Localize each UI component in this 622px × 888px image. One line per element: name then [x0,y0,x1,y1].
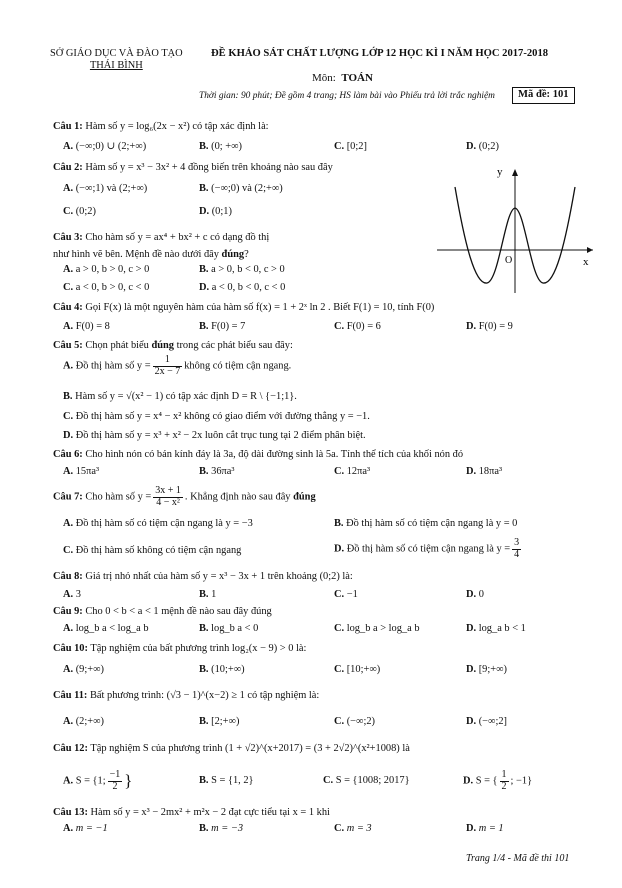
origin-label: O [505,255,513,266]
question-12: Câu 12: Tập nghiệm S của phương trình (1 + √2)^(x+2017) = (3 + 2√2)^(x²+1008) là [53,743,410,754]
option-b: B. F(0) = 7 [199,321,246,332]
question-3: Câu 3: Cho hàm số y = ax⁴ + bx² + c có dạng đồ thị [53,232,270,243]
exam-title: ĐỀ KHẢO SÁT CHẤT LƯỢNG LỚP 12 HỌC KÌ I NĂM HỌC 2017-2018 [211,48,549,59]
option-a: A. log_b a < log_a b [63,623,149,634]
option-c: C. [10;+∞) [334,664,381,675]
option-d: D. Đồ thị hàm số y = x³ + x² − 2x luôn cắt trục tung tại 2 điểm phân biệt. [63,430,366,441]
option-c: C. 12πa³ [334,466,371,477]
option-a: A. a > 0, b > 0, c > 0 [63,264,150,275]
fraction: $\frac{-1}{2}$ [109,769,121,792]
x-axis-label: x [583,256,589,268]
option-d: D. F(0) = 9 [466,321,513,332]
fraction: $\frac{3x + 1}{\text{4 − x²}}$ [155,485,181,508]
option-a: A. F(0) = 8 [63,321,110,332]
school-header [50,48,183,73]
exam-instructions: Thời gian: 90 phút; Đề gồm 4 trang; HS làm bài vào Phiếu trả lời trắc nghiệm [199,91,495,101]
option-d: D. [9;+∞) [466,664,507,675]
question-1 [53,121,269,133]
option-d: D. S = { $\frac{1}{2}$ ; −1} [463,769,533,792]
option-c: C. log_b a > log_a b [334,623,420,634]
question-3-line-2: như hình vẽ bên. Mệnh đề nào dưới đây đúng? [53,249,249,260]
question-label: Câu 1: [53,121,83,132]
option-c: C. F(0) = 6 [334,321,381,332]
option-b: B. S = {1, 2} [199,775,254,786]
page-footer: Trang 1/4 - Mã đề thi 101 [466,853,570,864]
option-c: C. −1 [334,589,358,600]
option-b: B. Đồ thị hàm số có tiệm cận ngang là y = 0 [334,518,518,529]
option-a: A. 3 [63,589,81,600]
option-b: B. (0; +∞) [199,141,243,152]
option-a: A. m = −1 [63,823,108,834]
option-d: D. (0;1) [199,206,232,217]
option-d: D. 0 [466,589,484,600]
question-6: Câu 6: Cho hình nón có bán kính đáy là 3a, độ dài đường sinh là 5a. Tính thể tích của khối nón đó [53,449,464,460]
question-11: Câu 11: Bất phương trình: (√3 − 1)^(x−2) ≥ 1 có tập nghiệm là: [53,690,320,701]
question-13: Câu 13: Hàm số y = x³ − 2mx² + m²x − 2 đạt cực tiểu tại x = 1 khi [53,807,330,818]
option-a: A. S = {1; $\frac{-1}{2}$ } [63,769,133,792]
option-b: B. m = −3 [199,823,244,834]
question-2: Câu 2: Hàm số y = x³ − 3x² + 4 đồng biến trên khoảng nào sau đây [53,162,333,173]
option-b: B. 1 [199,589,217,600]
question-text: Hàm số y = log₆(2x − x²) có tập xác định là: [85,121,269,132]
question-9: Câu 9: Cho 0 < b < a < 1 mệnh đề nào sau đây đúng [53,606,272,617]
function-graph [435,165,595,297]
subject-line [312,72,373,85]
option-b: B. a > 0, b < 0, c > 0 [199,264,285,275]
option-c: C. (0;2) [63,206,96,217]
option-d: D. a < 0, b < 0, c < 0 [199,282,286,293]
fraction: $\frac{3}{4}$ [514,537,520,560]
subject-label: Môn: [312,72,336,84]
option-d: D. Đồ thị hàm số có tiệm cận ngang là y = $\frac{3}{4}$ [334,537,520,560]
option-d: D. m = 1 [466,823,504,834]
option-d: D. (0;2) [466,141,499,152]
exam-code-box: Mã đề: 101 [512,87,575,104]
option-c: C. m = 3 [334,823,372,834]
option-c: C. Đồ thị hàm số y = x⁴ − x² không có giao điểm với đường thẳng y = −1. [63,411,370,422]
option-d: D. log_a b < 1 [466,623,526,634]
option-b: B. (−∞;0) và (2;+∞) [199,183,283,194]
question-8: Câu 8: Giá trị nhỏ nhất của hàm số y = x³ − 3x + 1 trên khoảng (0;2) là: [53,571,353,582]
option-c: C. Đồ thị hàm số không có tiệm cận ngang [63,545,242,556]
x-axis-arrow [587,247,593,253]
org-line-2: THÁI BÌNH [89,60,143,72]
option-a: A. (−∞;0) ∪ (2;+∞) [63,141,147,152]
fraction: $\frac{1}{2x - 7}$ [154,354,181,377]
option-a: A. 15πa³ [63,466,100,477]
question-7: Câu 7: Cho hàm số y = $\frac{3x + 1}{\text{4 − x²}}$ . Khẳng định nào sau đây đúng [53,485,316,508]
option-d: D. 18πa³ [466,466,503,477]
option-c: C. S = {1008; 2017} [323,775,410,786]
question-4: Câu 4: Gọi F(x) là một nguyên hàm của hàm số f(x) = 1 + 2ˣ ln 2 . Biết F(1) = 10, tính F(0) [53,302,435,313]
option-b: B. log_b a < 0 [199,623,259,634]
option-b: B. (10;+∞) [199,664,245,675]
option-a: A. Đồ thị hàm số có tiệm cận ngang là y = −3 [63,518,253,529]
fraction: $\frac{1}{2}$ [501,769,507,792]
question-5: Câu 5: Chọn phát biểu đúng trong các phát biểu sau đây: [53,340,293,351]
option-a: A. Đồ thị hàm số y = $\frac{1}{2x - 7}$ không có tiệm cận ngang. [63,354,292,377]
y-axis-arrow [512,169,518,176]
option-a: A. (9;+∞) [63,664,104,675]
option-b: B. [2;+∞) [199,716,240,727]
option-d: D. (−∞;2] [466,716,507,727]
org-line-1: SỞ GIÁO DỤC VÀ ĐÀO TẠO [50,48,183,59]
option-a: A. (2;+∞) [63,716,104,727]
option-c: C. [0;2] [334,141,367,152]
subject-name: TOÁN [341,72,373,84]
option-b: B. Hàm số y = √(x² − 1) có tập xác định D = R \ {−1;1}. [63,391,297,402]
option-a: A. (−∞;1) và (2;+∞) [63,183,148,194]
option-b: B. 36πa³ [199,466,235,477]
question-10: Câu 10: Tập nghiệm của bất phương trình log₂(x − 9) > 0 là: [53,643,307,654]
y-axis-label: y [497,166,503,178]
option-c: C. a < 0, b > 0, c < 0 [63,282,150,293]
option-c: C. (−∞;2) [334,716,375,727]
